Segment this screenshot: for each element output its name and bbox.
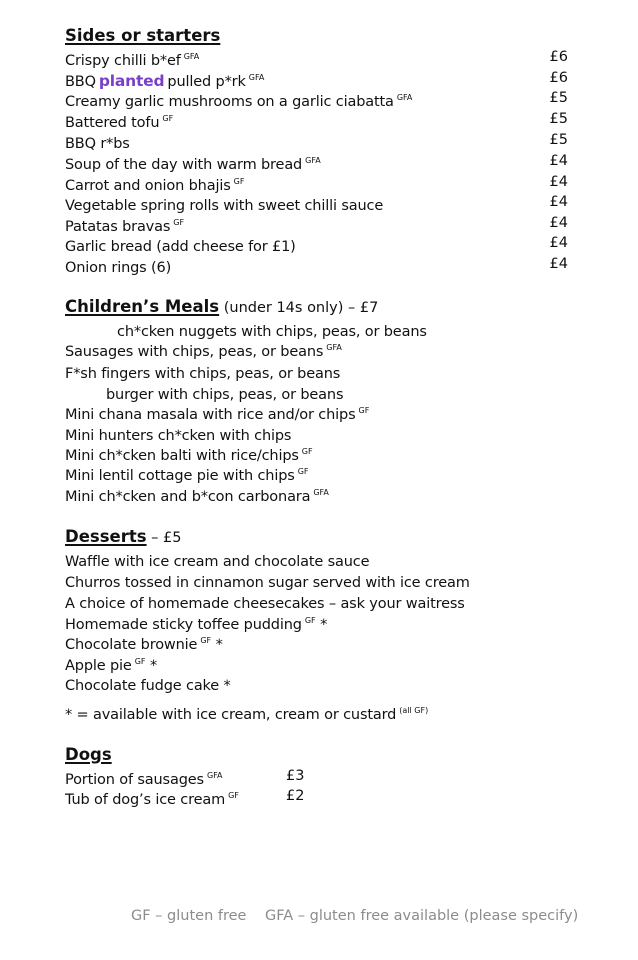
menu-item: Waffle with ice cream and chocolate sauce (65, 554, 370, 570)
planted-logo: planted (98, 72, 165, 90)
menu-item: Homemade sticky toffee pudding $^{GF}$ * (65, 616, 328, 633)
desserts-note: * = available with ice cream, cream or custard $^{(all GF)}$ (65, 706, 429, 723)
menu-item: burger with chips, peas, or beans (106, 387, 344, 403)
children-heading: Children’s Meals (under 14s only) – £7 (65, 297, 379, 316)
menu-item: Chocolate brownie $^{GF}$ * (65, 636, 223, 653)
menu-item: Churros tossed in cinnamon sugar served with ice cream (65, 575, 470, 591)
menu-item-price: £4 (549, 194, 568, 210)
menu-item-price: £4 (549, 174, 568, 190)
menu-item: BBQ planted pulled p*rk $^{GFA}$ (65, 72, 265, 90)
menu-item: BBQ r*bs (65, 136, 130, 152)
menu-item-price: £5 (549, 132, 568, 148)
menu-item: Mini ch*cken and b*con carbonara $^{GFA}$ (65, 488, 329, 505)
menu-item: Mini ch*cken balti with rice/chips $^{GF}$ (65, 447, 313, 464)
sides-heading: Sides or starters (65, 26, 221, 45)
menu-item: Apple pie $^{GF}$ * (65, 657, 158, 674)
legend-gf: GF – gluten free (131, 908, 247, 924)
menu-item-price: £4 (549, 215, 568, 231)
menu-item: Carrot and onion bhajis $^{GF}$ (65, 177, 245, 194)
desserts-heading: Desserts – £5 (65, 527, 182, 546)
menu-item-price: £4 (549, 153, 568, 169)
menu-item-price: £4 (549, 256, 568, 272)
menu-item: Mini chana masala with rice and/or chips $^{GF}$ (65, 406, 370, 423)
menu-item-price: £6 (549, 70, 568, 86)
menu-item: Portion of sausages $^{GFA}$ (65, 771, 223, 788)
menu-item: Patatas bravas $^{GF}$ (65, 218, 185, 235)
menu-item: Battered tofu $^{GF}$ (65, 114, 174, 131)
menu-item: Vegetable spring rolls with sweet chilli sauce (65, 198, 384, 214)
menu-item: Onion rings (6) (65, 260, 172, 276)
menu-item-price: £2 (286, 788, 305, 804)
menu-item: ch*cken nuggets with chips, peas, or beans (117, 324, 427, 340)
legend-gfa: GFA – gluten free available (please specify) (265, 908, 579, 924)
menu-item-price: £6 (549, 49, 568, 65)
dogs-heading: Dogs (65, 745, 112, 764)
menu-item: Chocolate fudge cake * (65, 678, 231, 694)
menu-item-price: £5 (549, 111, 568, 127)
menu-item: Mini hunters ch*cken with chips (65, 428, 292, 444)
menu-item: Creamy garlic mushrooms on a garlic ciabatta $^{GFA}$ (65, 93, 413, 110)
menu-item-price: £5 (549, 90, 568, 106)
menu-item: F*sh fingers with chips, peas, or beans (65, 366, 341, 382)
menu-item: Mini lentil cottage pie with chips $^{GF}$ (65, 467, 309, 484)
menu-item: Tub of dog’s ice cream $^{GF}$ (65, 791, 239, 808)
menu-item: Soup of the day with warm bread $^{GFA}$ (65, 156, 321, 173)
menu-item: Crispy chilli b*ef $^{GFA}$ (65, 52, 200, 69)
menu-item-price: £3 (286, 768, 305, 784)
menu-item: Garlic bread (add cheese for £1) (65, 239, 296, 255)
menu-item: A choice of homemade cheesecakes – ask your waitress (65, 596, 465, 612)
menu-item-price: £4 (549, 235, 568, 251)
menu-item: Sausages with chips, peas, or beans $^{GFA}$ (65, 343, 342, 360)
